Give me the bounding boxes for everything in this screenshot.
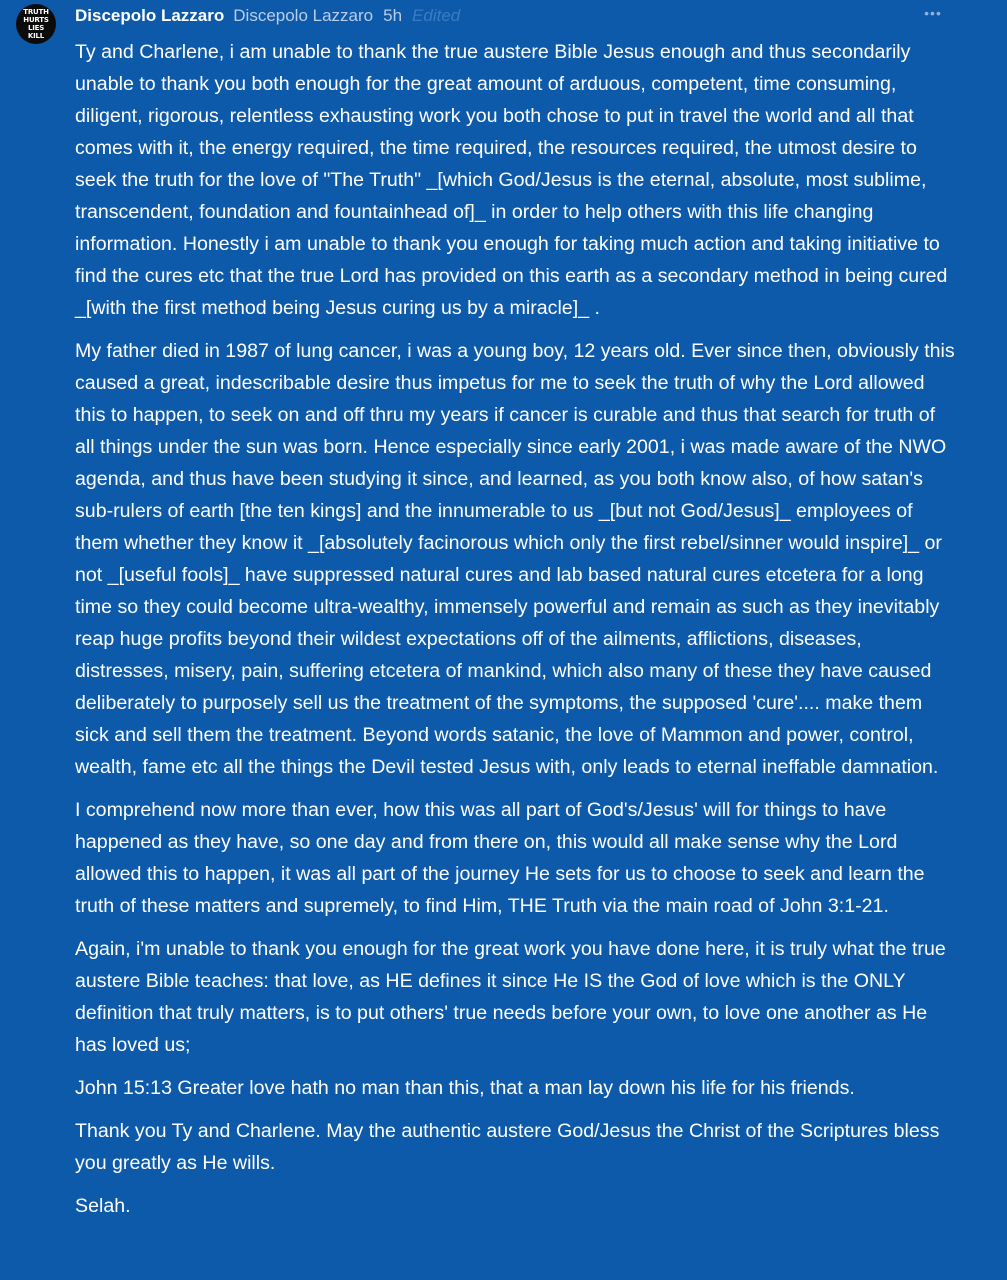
avatar-logo-text: KILL xyxy=(27,32,45,40)
more-options-button[interactable] xyxy=(921,3,945,23)
comment-body xyxy=(75,36,955,1233)
comment-paragraph: John 15:13 Greater love hath no man than this, that a man lay down his life for his friends. xyxy=(75,1077,855,1099)
comment-paragraph: Thank you Ty and Charlene. May the authentic austere God/Jesus the Christ of the Scriptures bless you greatly as He wills. xyxy=(75,1120,940,1174)
comment-paragraph: Again, i'm unable to thank you enough for the great work you have done here, it is truly what the true austere Bible teaches: that love, as HE defines it since He IS the God of love which is the ONLY definition that truly matters, is to put others' true needs before your own, to love one another as He has loved us; xyxy=(75,938,946,1056)
comment-paragraph: I comprehend now more than ever, how this was all part of God's/Jesus' will for things to have happened as they have, so one day and from there on, this would all make sense why the Lord allowed this to happen, it was all part of the journey He sets for us to choose to seek and learn the truth of these matters and supremely, to find Him, THE Truth via the main road of John 3:1-21. xyxy=(75,799,925,917)
author-name[interactable]: Discepolo Lazzaro xyxy=(75,6,225,25)
avatar[interactable] xyxy=(16,4,56,44)
comment-paragraph: My father died in 1987 of lung cancer, i was a young boy, 12 years old. Ever since then, obviously this caused a great, indescribable desire thus impetus for me to seek the truth of why the Lord allowed this to happen, to seek on and off thru my years if cancer is curable and thus that search for truth of all things under the sun was born. Hence especially since early 2001, i was made aware of the NWO agenda, and thus have been studying it since, and learned, as you both know also, of how satan's sub-rulers of earth [the ten kings] and the innumerable to us _[but not God/Jesus]_ employees of them whether they know it _[absolutely facinorous which only the first rebel/sinner would inspire]_ or not _[useful fools]_ have suppressed natural cures and lab based natural cures etcetera for a long time so they could become ultra-wealthy, immensely powerful and remain as such as they inevitably reap huge profits beyond their wildest expectations off of the ailments, afflictions, diseases, distresses, misery, pain, suffering etcetera of mankind, which also many of these they have caused deliberately to purposely sell us the treatment of the symptoms, the supposed 'cure'.... make them sick and sell them the treatment. Beyond words satanic, the love of Mammon and power, control, wealth, fame etc all the things the Devil tested Jesus with, only leads to eternal ineffable damnation. xyxy=(75,340,955,778)
comment-header xyxy=(75,5,967,27)
avatar-logo-text: TRUTH xyxy=(23,8,49,16)
comment-paragraph: Selah. xyxy=(75,1195,131,1217)
comment-paragraph: Ty and Charlene, i am unable to thank the true austere Bible Jesus enough and thus secondarily unable to thank you both enough for the great amount of arduous, competent, time consuming, diligent, rigorous, relentless exhausting work you both chose to put in travel the world and all that comes with it, the energy required, the time required, the resources required, the utmost desire to seek the truth for the love of "The Truth" _[which God/Jesus is the eternal, absolute, most sublime, transcendent, foundation and fountainhead of]_ in order to help others with this life changing information. Honestly i am unable to thank you enough for taking much action and taking initiative to find the cures etc that the true Lord has provided on this earth as a secondary method in being cured _[with the first method being Jesus curing us by a miracle]_ . xyxy=(75,41,948,319)
avatar-logo-text: LIES xyxy=(27,24,45,32)
comment-timestamp[interactable]: 5h xyxy=(383,6,403,25)
edited-label: Edited xyxy=(412,6,461,25)
author-handle[interactable]: Discepolo Lazzaro xyxy=(233,6,374,25)
avatar-logo-text: HURTS xyxy=(23,16,49,24)
ellipsis-icon: ••• xyxy=(924,5,942,21)
